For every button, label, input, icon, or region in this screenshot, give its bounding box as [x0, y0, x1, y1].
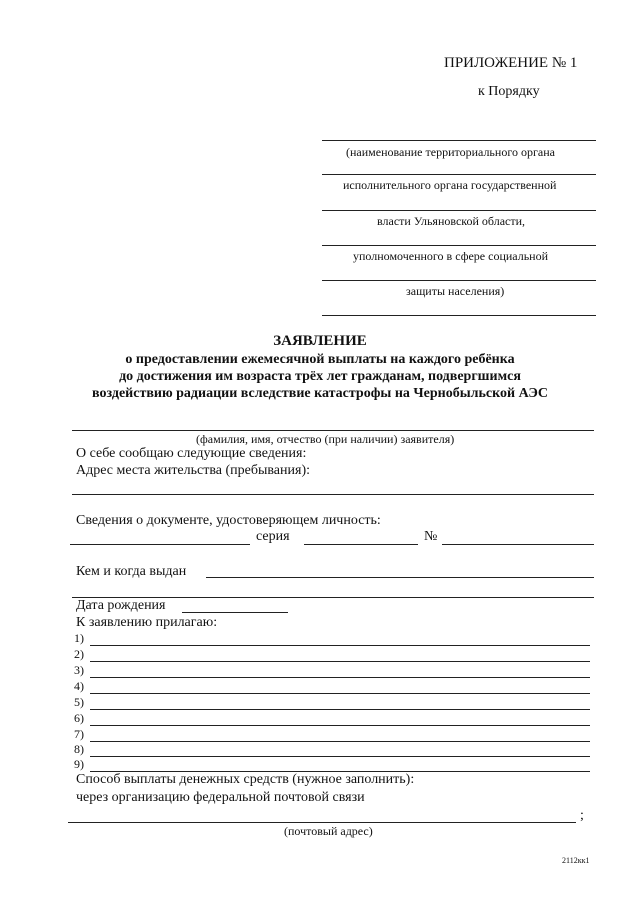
title-line-1: о предоставлении ежемесячной выплаты на каждого ребёнка [125, 352, 515, 367]
post-office-option: через организацию федеральной почтовой связи [76, 790, 365, 805]
addressee-line-3[interactable] [322, 210, 596, 211]
attachment-line[interactable] [90, 741, 590, 742]
attachment-number: 9) [74, 757, 84, 771]
applicant-name-caption: (фамилия, имя, отчество (при наличии) заявителя) [196, 432, 455, 446]
attachment-line[interactable] [90, 661, 590, 662]
document-title: ЗАЯВЛЕНИЕ [273, 333, 367, 349]
postal-address-line[interactable] [68, 822, 576, 823]
applicant-name-line[interactable] [72, 430, 594, 431]
addressee-caption-2: исполнительного органа государственной [343, 178, 557, 192]
attachment-number: 3) [74, 663, 84, 677]
about-self-label: О себе сообщаю следующие сведения: [76, 446, 307, 461]
id-document-type-line[interactable] [70, 544, 250, 545]
series-label: серия [256, 529, 290, 544]
issued-by-line[interactable] [206, 577, 594, 578]
attachment-line[interactable] [90, 709, 590, 710]
number-label: № [424, 529, 438, 544]
attachment-line[interactable] [90, 645, 590, 646]
address-line[interactable] [72, 494, 594, 495]
appendix-heading: ПРИЛОЖЕНИЕ № 1 [444, 55, 578, 71]
form-code: 2112кк1 [562, 856, 590, 865]
attachment-line[interactable] [90, 677, 590, 678]
addressee-line-2[interactable] [322, 174, 596, 175]
addressee-caption-5: защиты населения) [406, 284, 505, 298]
order-reference: к Порядку [478, 84, 540, 99]
series-line[interactable] [304, 544, 418, 545]
address-label: Адрес места жительства (пребывания): [76, 463, 311, 478]
issued-by-label: Кем и когда выдан [76, 564, 187, 579]
attachment-number: 6) [74, 711, 84, 725]
attachments-label: К заявлению прилагаю: [76, 615, 218, 630]
addressee-caption-3: власти Ульяновской области, [377, 214, 526, 228]
attachment-number: 1) [74, 631, 84, 645]
postal-address-caption: (почтовый адрес) [284, 824, 373, 838]
addressee-line-5[interactable] [322, 280, 596, 281]
attachment-number: 2) [74, 647, 84, 661]
attachment-line[interactable] [90, 756, 590, 757]
semicolon: ; [580, 808, 584, 823]
attachment-number: 5) [74, 695, 84, 709]
addressee-caption-1: (наименование территориального органа [346, 145, 555, 159]
addressee-line-1[interactable] [322, 140, 596, 141]
payment-method-label: Способ выплаты денежных средств (нужное заполнить): [76, 772, 415, 787]
attachment-line[interactable] [90, 693, 590, 694]
attachment-number: 4) [74, 679, 84, 693]
title-line-2: до достижения им возраста трёх лет гражданам, подвергшимся [119, 369, 521, 384]
birth-date-label: Дата рождения [76, 598, 166, 613]
birth-date-line[interactable] [182, 612, 288, 613]
attachment-number: 8) [74, 742, 84, 756]
id-document-label: Сведения о документе, удостоверяющем личность: [76, 513, 381, 528]
attachment-number: 7) [74, 727, 84, 741]
addressee-line-6[interactable] [322, 315, 596, 316]
number-line[interactable] [442, 544, 594, 545]
attachment-line[interactable] [90, 725, 590, 726]
title-line-3: воздействию радиации вследствие катастрофы на Чернобыльской АЭС [92, 386, 548, 401]
addressee-caption-4: уполномоченного в сфере социальной [353, 249, 549, 263]
addressee-line-4[interactable] [322, 245, 596, 246]
